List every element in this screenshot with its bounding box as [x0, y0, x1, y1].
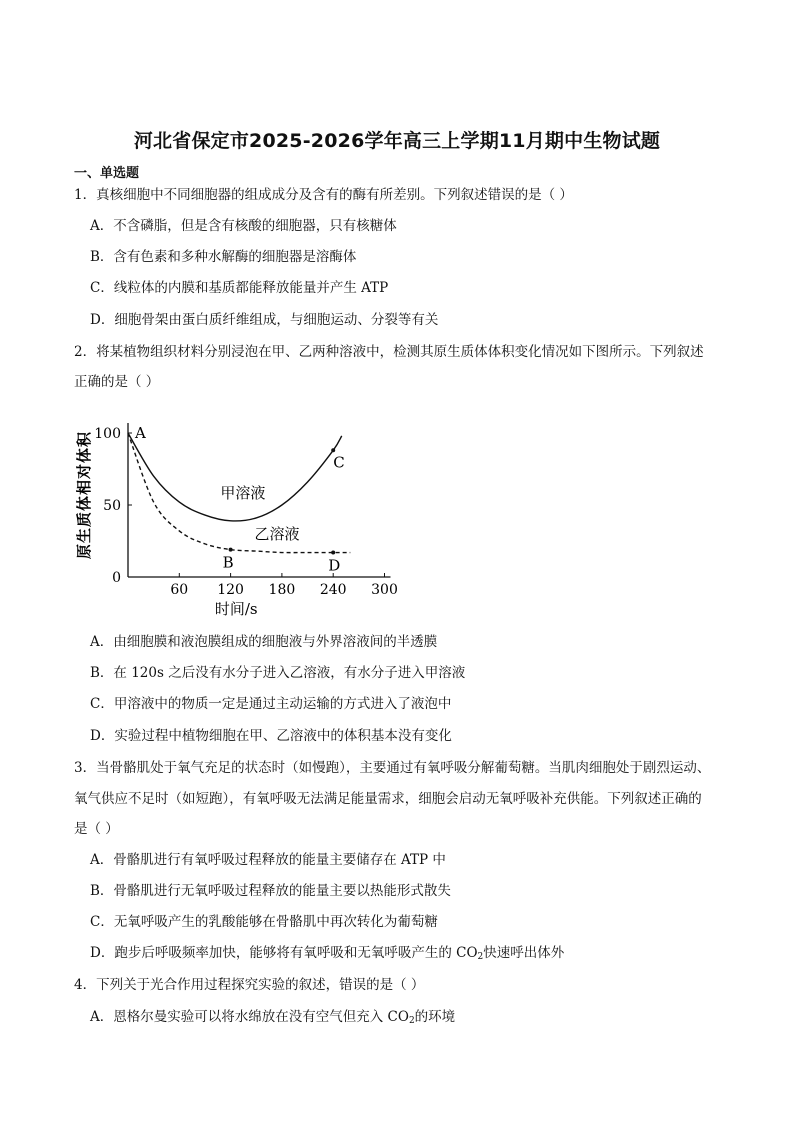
q3-stem-line2: 氧气供应不足时（如短跑），有氧呼吸无法满足能量需求，细胞会启动无氧呼吸补充供能。下列叙述正确的	[74, 791, 702, 807]
q2-option-c: C．甲溶液中的物质一定是通过主动运输的方式进入了液泡中	[90, 696, 452, 712]
q1-stem: 1．真核细胞中不同细胞器的组成成分及含有的酶有所差别。下列叙述错误的是（ ）	[74, 187, 573, 203]
x-tick-label: 240	[319, 582, 347, 598]
series-label-jia: 甲溶液	[220, 483, 266, 502]
point-label-C: C	[333, 453, 345, 472]
x-tick-label: 300	[371, 582, 398, 598]
q3-option-b: B．骨骼肌进行无氧呼吸过程释放的能量主要以热能形式散失	[90, 883, 451, 899]
q3-option-a: A．骨骼肌进行有氧呼吸过程释放的能量主要储存在 ATP 中	[90, 852, 446, 868]
q2-option-a: A．由细胞膜和液泡膜组成的细胞液与外界溶液间的半透膜	[90, 634, 438, 650]
y-tick-label: 100	[94, 426, 121, 442]
q1-option-c: C．线粒体的内膜和基质都能释放能量并产生 ATP	[90, 280, 389, 296]
point-D	[331, 551, 335, 555]
q4-stem: 4．下列关于光合作用过程探究实验的叙述，错误的是（ ）	[74, 977, 425, 993]
q3-option-c: C．无氧呼吸产生的乳酸能够在骨骼肌中再次转化为葡萄糖	[90, 914, 438, 930]
q2-option-d: D．实验过程中植物细胞在甲、乙溶液中的体积基本没有变化	[90, 728, 452, 744]
series-line-1	[128, 433, 345, 521]
chart-layer	[75, 423, 398, 618]
page-title: 河北省保定市2025-2026学年高三上学期11月期中生物试题	[133, 130, 661, 152]
q1-option-d: D．细胞骨架由蛋白质纤维组成，与细胞运动、分裂等有关	[90, 312, 439, 328]
point-label-B: B	[222, 553, 234, 572]
series-label-yi: 乙溶液	[254, 524, 300, 543]
q2-stem-line1: 2．将某植物组织材料分别浸泡在甲、乙两种溶液中，检测其原生质体体积变化情况如下图所示。下列叙述	[74, 344, 704, 360]
q2-stem-line2: 正确的是（ ）	[74, 374, 160, 390]
q4-option-a: A．恩格尔曼实验可以将水绵放在没有空气但充入 $CO_2$的环境	[90, 1009, 456, 1026]
point-B	[229, 548, 233, 552]
point-label-A: A	[135, 424, 146, 442]
x-axis-label: 时间/s	[214, 600, 258, 618]
section-heading: 一、单选题	[74, 166, 140, 181]
q2-option-b: B．在 120s 之后没有水分子进入乙溶液，有水分子进入甲溶液	[90, 665, 466, 681]
x-tick-label: 180	[268, 582, 296, 598]
q1-option-a: A．不含磷脂，但是含有核酸的细胞器，只有核糖体	[90, 218, 397, 234]
y-tick-label: 50	[103, 498, 121, 514]
x-tick-label: 60	[170, 582, 189, 598]
q1-option-b: B．含有色素和多种水解酶的细胞器是溶酶体	[90, 249, 357, 265]
q3-stem-line3: 是（ ）	[74, 821, 119, 837]
point-label-D: D	[328, 556, 341, 575]
q3-stem-line1: 3．当骨骼肌处于氧气充足的状态时（如慢跑），主要通过有氧呼吸分解葡萄糖。当肌肉细胞处于剧烈运动、	[74, 760, 711, 776]
y-axis-label: 原生质体相对体积	[75, 430, 93, 560]
q3-option-d: D．跑步后呼吸频率加快，能够将有氧呼吸和无氧呼吸产生的 $CO_2$快速呼出体外	[90, 945, 565, 962]
x-tick-label: 120	[217, 582, 244, 598]
point-C	[331, 448, 335, 452]
protoplast-volume-chart	[66, 404, 406, 624]
y-tick-label: 0	[112, 570, 121, 586]
